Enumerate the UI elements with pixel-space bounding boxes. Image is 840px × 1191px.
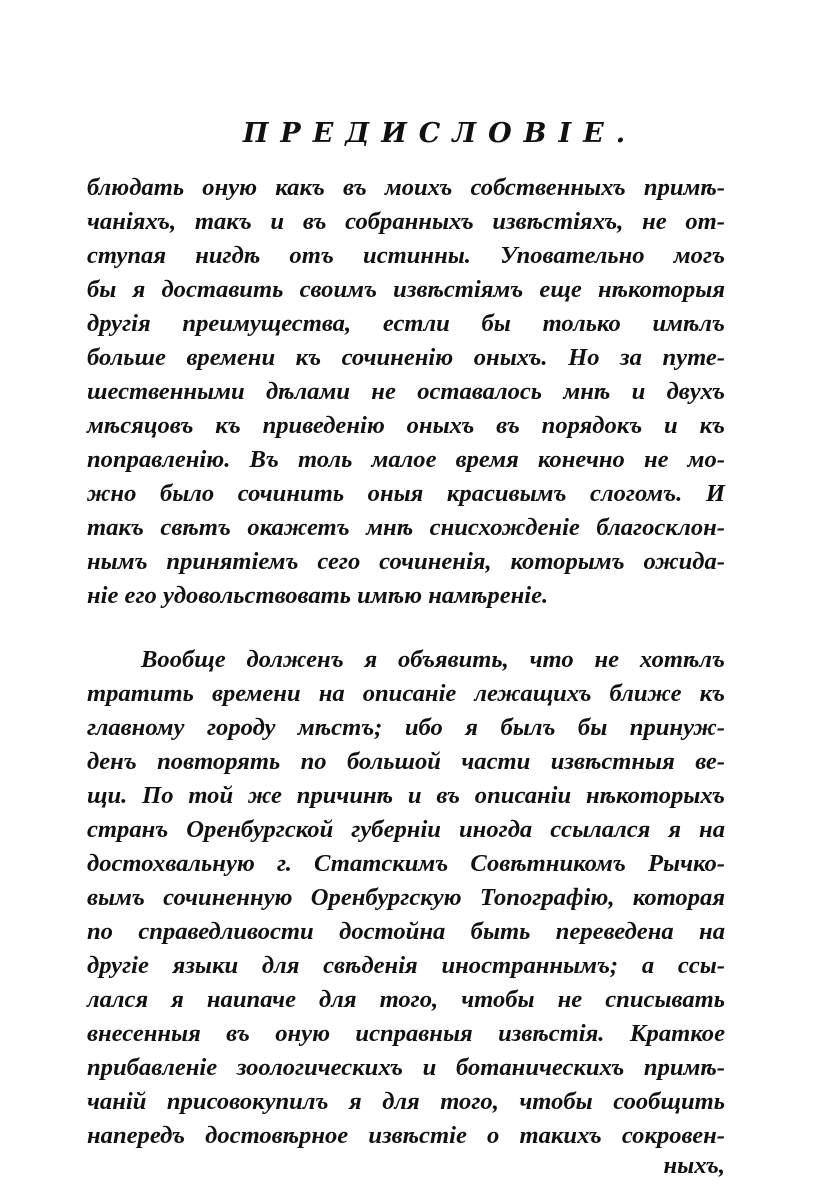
text-line: денъ повторять по большой части извѣстныя ве- bbox=[87, 748, 725, 775]
text-line: внесенныя въ оную исправныя извѣстія. Краткое bbox=[87, 1020, 725, 1047]
text-line: блюдать оную какъ въ моихъ собственныхъ примѣ- bbox=[87, 174, 725, 201]
text-line: другіе языки для свѣденія иностраннымъ; а ссы- bbox=[87, 952, 725, 979]
text-line: жно было сочинить оныя красивымъ слогомъ. И bbox=[87, 480, 725, 507]
text-line: достохвальную г. Статскимъ Совѣтникомъ Рычко- bbox=[87, 850, 725, 877]
text-line: тратить времени на описаніе лежащихъ ближе къ bbox=[87, 680, 725, 707]
text-line: больше времени къ сочиненію оныхъ. Но за путе- bbox=[87, 344, 725, 371]
text-line: прибавленіе зоологическихъ и ботаническихъ примѣ- bbox=[87, 1054, 725, 1081]
text-line: другія преимущества, естли бы только имѣлъ bbox=[87, 310, 725, 337]
text-line: щи. По той же причинѣ и въ описаніи нѣкоторыхъ bbox=[87, 782, 725, 809]
text-line: мѣсяцовъ къ приведенію оныхъ въ порядокъ и къ bbox=[87, 412, 725, 439]
text-line: Вообще долженъ я объявить, что не хотѣлъ bbox=[141, 646, 725, 673]
text-line: чаній присовокупилъ я для того, чтобы сообщить bbox=[87, 1088, 725, 1115]
text-line: шественными дѣлами не оставалось мнѣ и двухъ bbox=[87, 378, 725, 405]
text-line: поправленію. Въ толь малое время конечно не мо- bbox=[87, 446, 725, 473]
text-line: ніе его удовольствовать имѣю намѣреніе. bbox=[87, 582, 549, 609]
text-line: главному городу мѣстъ; ибо я былъ бы принуж- bbox=[87, 714, 725, 741]
text-line: напередъ достовѣрное извѣстіе о такихъ сокровен- bbox=[87, 1122, 725, 1149]
text-line: чаніяхъ, такъ и въ собранныхъ извѣстіяхъ, не от- bbox=[87, 208, 725, 235]
text-line: по справедливости достойна быть переведена на bbox=[87, 918, 725, 945]
running-head: ПРЕДИСЛОВІЕ. bbox=[242, 118, 638, 149]
text-line: нымъ принятіемъ сего сочиненія, которымъ ожида- bbox=[87, 548, 725, 575]
catchword: ныхъ, bbox=[663, 1152, 725, 1179]
text-line: ступая нигдѣ отъ истинны. Уповательно могъ bbox=[87, 242, 725, 269]
text-line: вымъ сочиненную Оренбургскую Топографію, которая bbox=[87, 884, 725, 911]
text-line: странъ Оренбургской губерніи иногда ссылался я на bbox=[87, 816, 725, 843]
text-line: такъ свѣтъ окажетъ мнѣ снисхожденіе благосклон- bbox=[87, 514, 725, 541]
text-line: лался я наипаче для того, чтобы не списывать bbox=[87, 986, 725, 1013]
text-line: бы я доставить своимъ извѣстіямъ еще нѣкоторыя bbox=[87, 276, 725, 303]
